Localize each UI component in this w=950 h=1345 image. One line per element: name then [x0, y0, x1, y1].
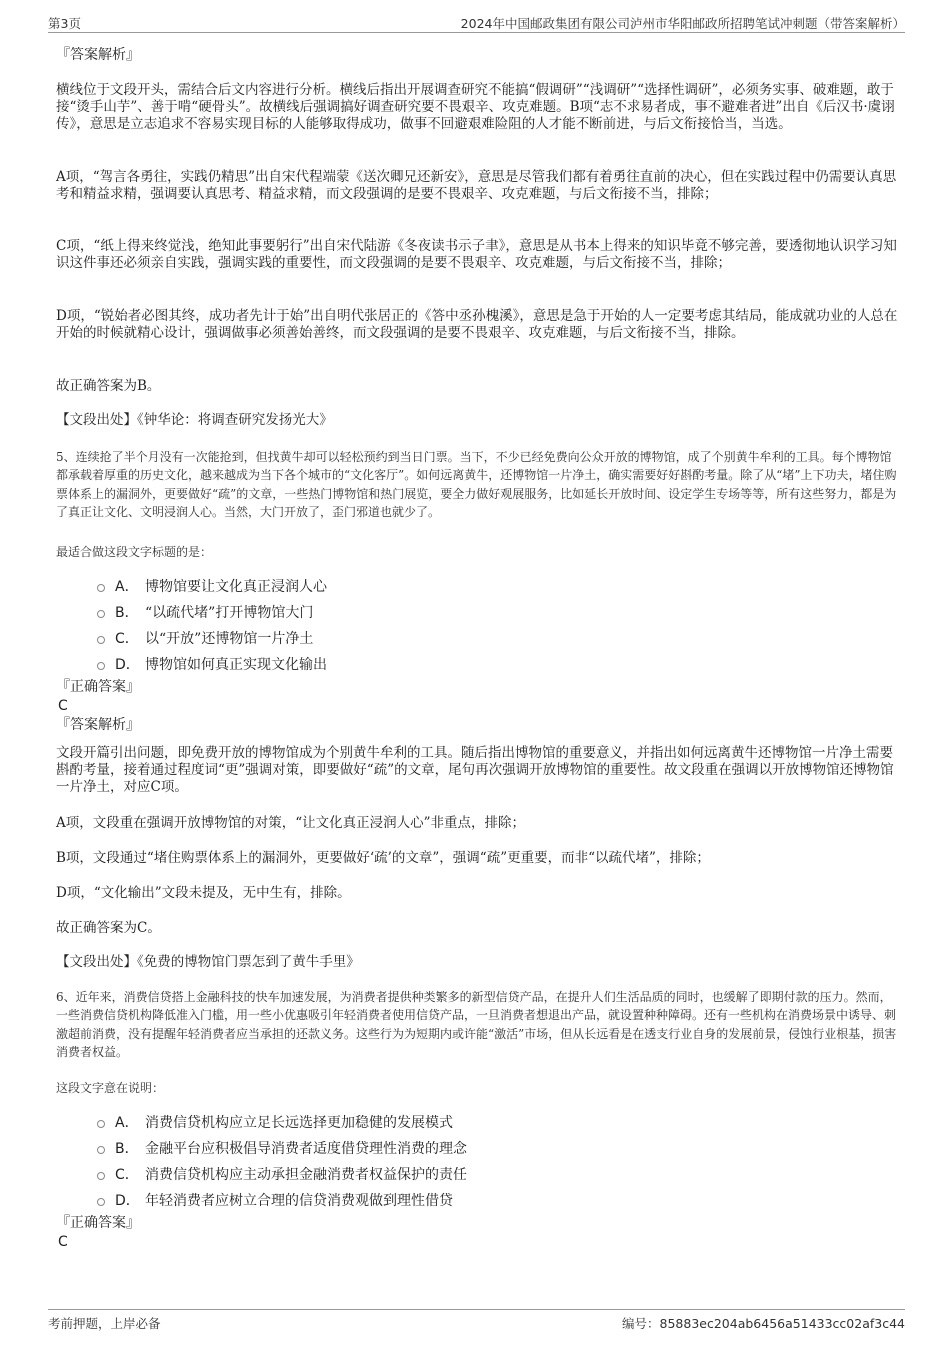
document-title: 2024年中国邮政集团有限公司泸州市华阳邮政所招聘笔试冲刺题（带答案解析） [460, 16, 905, 31]
radio-button[interactable] [97, 1120, 105, 1128]
radio-button[interactable] [97, 1172, 105, 1180]
q5-options [96, 574, 898, 678]
q5-option-a-analysis: A项，文段重在强调开放博物馆的对策，“让文化真正浸润人心”非重点，排除； [56, 815, 526, 831]
q6-options [96, 1110, 898, 1214]
radio-button[interactable] [97, 584, 105, 592]
q5-analysis-label: 『答案解析』 [56, 717, 140, 733]
q6-correct-answer: C [58, 1234, 68, 1250]
q5-source: 【文段出处】《免费的博物馆门票怎到了黄牛手里》 [56, 954, 360, 970]
q5-option-a[interactable]: A． 博物馆要让文化真正浸润人心 [96, 574, 898, 600]
q4-analysis-label: 『答案解析』 [56, 47, 140, 63]
q4-conclusion: 故正确答案为B。 [56, 378, 161, 394]
radio-button[interactable] [97, 1146, 105, 1154]
q6-prompt: 这段文字意在说明： [56, 1081, 165, 1095]
q6-option-b[interactable]: B． 金融平台应积极倡导消费者适度借贷理性消费的理念 [96, 1136, 898, 1162]
q5-option-d[interactable]: D． 博物馆如何真正实现文化输出 [96, 652, 898, 678]
q5-option-b-analysis: B项，文段通过“堵住购票体系上的漏洞外，更要做好‘疏’的文章”，强调“疏”更重要，而非“以疏代堵”，排除； [56, 850, 710, 866]
q4-option-c-analysis: C项，“纸上得来终觉浅，绝知此事要躬行”出自宋代陆游《冬夜读书示子聿》，意思是从书本上得来的知识毕竟不够完善，要透彻地认识学习知识这件事还必须亲自实践，强调实践的重要性，而文段强调的是要不畏艰辛、攻克难题，与后文衔接不当，排除； [56, 238, 897, 272]
q5-correct-answer: C [58, 698, 68, 714]
q6-correct-label: 『正确答案』 [56, 1215, 140, 1231]
q5-conclusion: 故正确答案为C。 [56, 920, 161, 936]
q4-analysis-paragraph: 横线位于文段开头，需结合后文内容进行分析。横线后指出开展调查研究不能搞“假调研”“浅调研”“选择性调研”，必须务实事、破难题，敢于接“烫手山芋”、善于啃“硬骨头”。故横线后强调搞好调查研究要不畏艰辛、攻克难题。B项“志不求易者成，事不避难者进”出自《后汉书·虞诩传》，意思是立志追求不容易实现目标的人能够取得成功，做事不回避艰难险阻的人才能不断前进，与后文衔接恰当，当选。 [56, 82, 895, 133]
radio-button[interactable] [97, 662, 105, 670]
page-number: 第3页 [48, 16, 81, 31]
radio-button[interactable] [97, 610, 105, 618]
q4-option-d-analysis: D项，“锐始者必图其终，成功者先计于始”出自明代张居正的《答中丞孙槐溪》，意思是急于开始的人一定要考虑其结局，能成就功业的人总在开始的时候就精心设计，强调做事必须善始善终，而文段强调的是要不畏艰辛、攻克难题，与后文衔接不当，排除。 [56, 308, 898, 342]
footer-slogan: 考前押题，上岸必备 [48, 1316, 161, 1331]
q6-option-a[interactable]: A． 消费信贷机构应立足长远选择更加稳健的发展模式 [96, 1110, 898, 1136]
page-content [56, 46, 898, 1252]
radio-button[interactable] [97, 636, 105, 644]
q5-option-d-analysis: D项，“文化输出”文段未提及，无中生有，排除。 [56, 885, 351, 901]
q4-source: 【文段出处】《钟华论：将调查研究发扬光大》 [56, 412, 333, 428]
q6-option-d[interactable]: D． 年轻消费者应树立合理的信贷消费观做到理性借贷 [96, 1188, 898, 1214]
q6-stem: 6、近年来，消费信贷搭上金融科技的快车加速发展，为消费者提供种类繁多的新型信贷产品，在提升人们生活品质的同时，也缓解了即期付款的压力。然而，一些消费信贷机构降低准入门槛，用一些小优惠吸引年轻消费者使用信贷产品，一旦消费者想退出产品，就设置种种障碍。还有一些机构在消费场景中诱导、刺激超前消费，没有提醒年轻消费者应当承担的还款义务。这些行为为短期内或许能“激活”市场，但从长远看是在透支行业自身的发展前景，侵蚀行业根基，损害消费者权益。 [56, 990, 897, 1060]
q5-option-c[interactable]: C． 以“开放”还博物馆一片净土 [96, 626, 898, 652]
q5-stem: 5、连续抢了半个月没有一次能抢到，但找黄牛却可以轻松预约到当日门票。当下，不少已经免费向公众开放的博物馆，成了个别黄牛牟利的工具。每个博物馆都承载着厚重的历史文化，越来越成为当下各个城市的“文化客厅”。如何远离黄牛，还博物馆一片净土，确实需要好好斟酌考量。除了从“堵”上下功夫，堵住购票体系上的漏洞外，更要做好“疏”的文章，一些热门博物馆和热门展览，要全力做好观展服务，比如延长开放时间、设定学生专场等等，所有这些努力，都是为了真正让文化、文明浸润人心。当然，大门开放了，歪门邪道也就少了。 [56, 450, 897, 520]
page-header [48, 12, 905, 33]
radio-button[interactable] [97, 1198, 105, 1206]
q6-option-c[interactable]: C． 消费信贷机构应主动承担金融消费者权益保护的责任 [96, 1162, 898, 1188]
q5-option-b[interactable]: B． “以疏代堵”打开博物馆大门 [96, 600, 898, 626]
q5-correct-label: 『正确答案』 [56, 679, 140, 695]
q5-analysis-paragraph: 文段开篇引出问题，即免费开放的博物馆成为个别黄牛牟利的工具。随后指出博物馆的重要意义，并指出如何远离黄牛还博物馆一片净土需要斟酌考量，接着通过程度词“更”强调对策，即要做好“疏”的文章，尾句再次强调开放博物馆的重要性。故文段重在强调以开放博物馆还博物馆一片净土，对应C项。 [56, 745, 894, 796]
q4-option-a-analysis: A项，“驾言各勇往，实践仍精思”出自宋代程端蒙《送次卿兄还新安》，意思是尽管我们都有着勇往直前的决心，但在实践过程中仍需要认真思考和精益求精，强调要认真思考、精益求精，而文段强调的是要不畏艰辛、攻克难题，与后文衔接不当，排除； [56, 169, 897, 203]
page-footer [48, 1309, 905, 1330]
q5-prompt: 最适合做这段文字标题的是： [56, 545, 213, 559]
document-code: 编号：85883ec204ab6456a51433cc02af3c44 [622, 1316, 905, 1331]
